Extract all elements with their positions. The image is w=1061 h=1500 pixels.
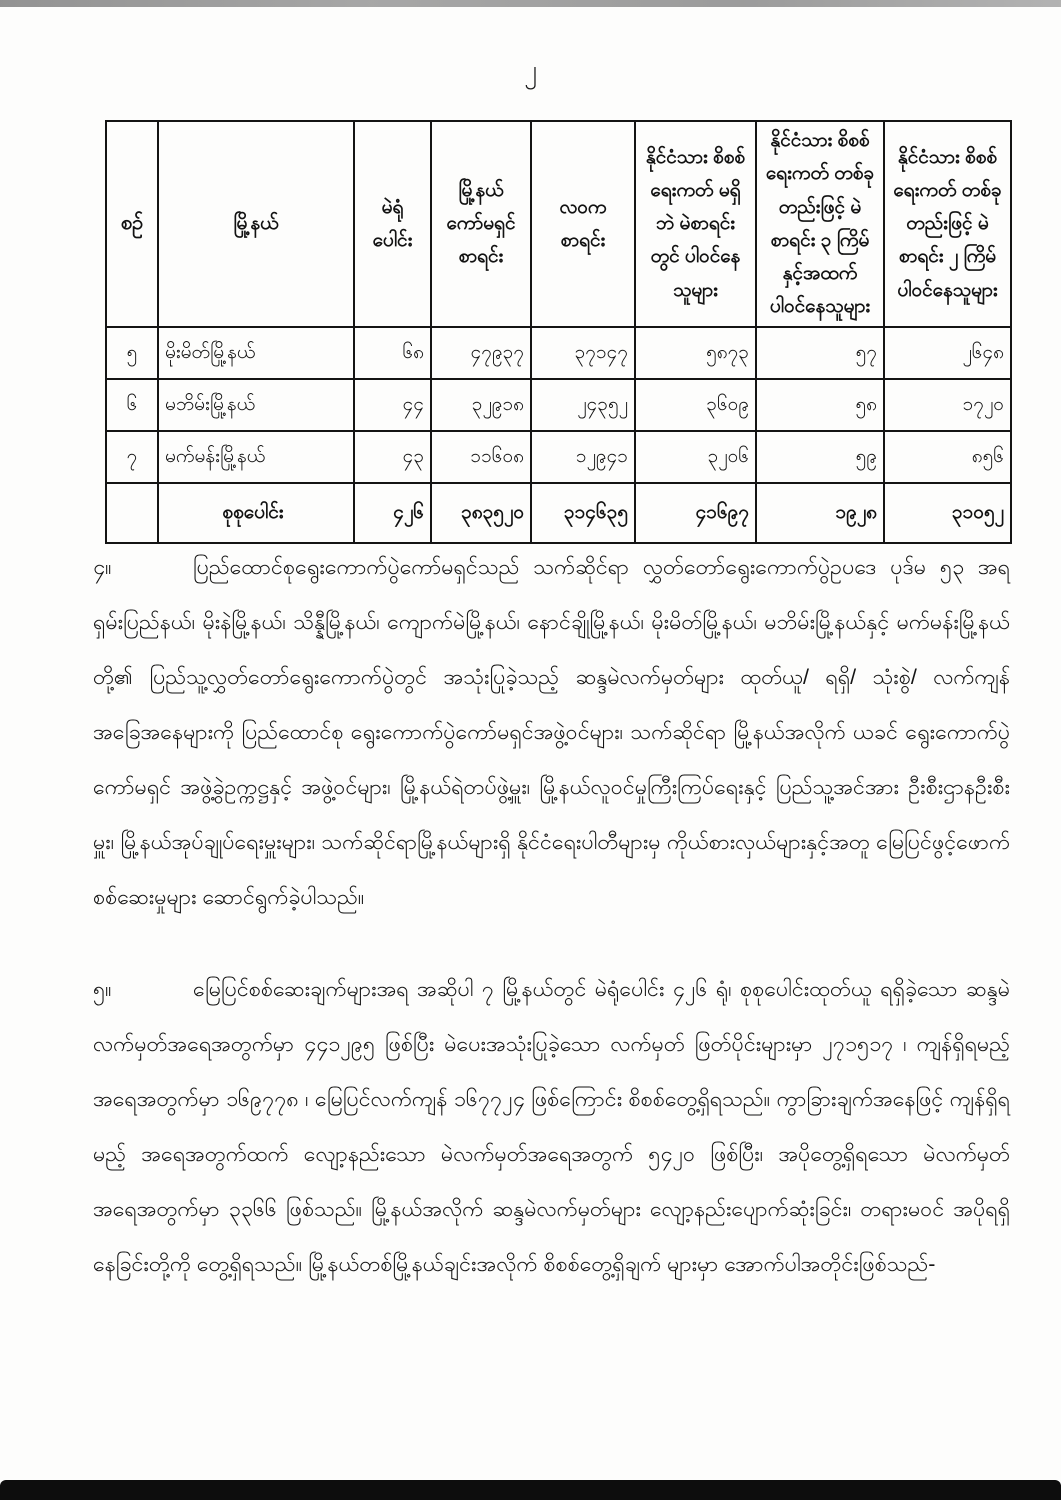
- cell-total-stations: ၄၂၆: [354, 483, 431, 543]
- header-no-nrc-in-list: နိုင်ငံသား စိစစ်ရေးကတ် မရှိဘဲ မဲစာရင်းတွင် ပါဝင်နေသူများ: [635, 121, 756, 327]
- cell-serial: ၆: [106, 379, 158, 431]
- paragraph-4: [93, 540, 1010, 925]
- cell-stations: ၆၈: [354, 327, 431, 379]
- cell-no-nrc: ၃၆၀၉: [635, 379, 756, 431]
- header-polling-stations: မဲရုံ ပေါင်း: [354, 121, 431, 327]
- cell-stations: ၄၄: [354, 379, 431, 431]
- cell-commission-list: ၃၂၉၁၈: [431, 379, 531, 431]
- cell-stations: ၄၃: [354, 431, 431, 483]
- page-number: ၂: [524, 54, 537, 84]
- cell-serial: ၅: [106, 327, 158, 379]
- cell-immigration-list: ၂၄၃၅၂: [531, 379, 635, 431]
- paragraph-5-text: မြေပြင်စစ်ဆေးချက်များအရ အဆိုပါ ၇ မြို့နယ်တွင် မဲရုံပေါင်း ၄၂၆ ရုံ၊ စုစုပေါင်းထုတ်ယူ ရရှိခဲ့သော ဆန္ဒမဲလက်မှတ်အရေအတွက်မှာ ၄၄၁၂၉၅ ဖြစ်ပြီး မဲပေးအသုံးပြုခဲ့သော လက်မှတ် ဖြတ်ပိုင်းများမှာ ၂၇၁၅၁၇ ၊ ကျန်ရှိရမည့်အရေအတွက်မှာ ၁၆၉၇၇၈ ၊ မြေပြင်လက်ကျန် ၁၆၇၇၂၄ ဖြစ်ကြောင်း စိစစ်တွေ့ရှိရသည်။ ကွာခြားချက်အနေဖြင့် ကျန်ရှိရမည့် အရေအတွက်ထက် လျော့နည်းသော မဲလက်မှတ်အရေအတွက် ၅၄၂၀ ဖြစ်ပြီး၊ အပိုတွေ့ရှိရသော မဲလက်မှတ် အရေအတွက်မှာ ၃၃၆၆ ဖြစ်သည်။ မြို့နယ်အလိုက် ဆန္ဒမဲလက်မှတ်များ လျော့နည်းပျောက်ဆုံးခြင်း၊ တရားမဝင် အပိုရရှိနေခြင်းတို့ကို တွေ့ရှိရသည်။ မြို့နယ်တစ်မြို့နယ်ချင်းအလိုက် စိစစ်တွေ့ရှိချက် များမှာ အောက်ပါအတိုင်းဖြစ်သည်-: [93, 977, 1010, 1276]
- cell-township: မက်မန်းမြို့နယ်: [158, 431, 354, 483]
- paragraph-5: [93, 962, 1010, 1292]
- cell-total-nrc-2times: ၃၁၀၅၂: [884, 483, 1011, 543]
- cell-commission-list: ၄၇၉၃၇: [431, 327, 531, 379]
- cell-township: မဘိမ်းမြို့နယ်: [158, 379, 354, 431]
- cell-commission-list: ၁၁၆၀၈: [431, 431, 531, 483]
- cell-total-label: စုစုပေါင်း: [158, 483, 354, 543]
- table-header: [106, 121, 1011, 327]
- township-ballot-statistics-table: [105, 120, 1012, 544]
- header-same-nrc-2times: နိုင်ငံသား စိစစ်ရေးကတ် တစ်ခုတည်းဖြင့် မဲစာရင်း ၂ ကြိမ် ပါဝင်နေသူများ: [884, 121, 1011, 327]
- cell-total-immigration-list: ၃၁၄၆၃၅: [531, 483, 635, 543]
- cell-nrc-2times: ၂၆၄၈: [884, 327, 1011, 379]
- header-immigration-list: လဝက စာရင်း: [531, 121, 635, 327]
- scan-artifact-top: [0, 0, 1061, 7]
- scan-artifact-bottom: [0, 1480, 1061, 1500]
- cell-total-nrc-3plus: ၁၉၂၈: [756, 483, 884, 543]
- cell-total-commission-list: ၃၈၃၅၂၀: [431, 483, 531, 543]
- cell-nrc-3plus: ၅၉: [756, 431, 884, 483]
- table-row: [106, 379, 1011, 431]
- table-row: [106, 327, 1011, 379]
- cell-nrc-3plus: ၅၈: [756, 379, 884, 431]
- header-township: မြို့နယ်: [158, 121, 354, 327]
- cell-no-nrc: ၅၈၇၃: [635, 327, 756, 379]
- cell-immigration-list: ၁၂၉၄၁: [531, 431, 635, 483]
- paragraph-4-text: ပြည်ထောင်စုရွေးကောက်ပွဲကော်မရှင်သည် သက်ဆိုင်ရာ လွှတ်တော်ရွေးကောက်ပွဲဥပဒေ ပုဒ်မ ၅၃ အရ ရှမ်းပြည်နယ်၊ မိုးနဲမြို့နယ်၊ သိန္နီမြို့နယ်၊ ကျောက်မဲမြို့နယ်၊ နောင်ချိုမြို့နယ်၊ မိုးမိတ်မြို့နယ်၊ မဘိမ်းမြို့နယ်နှင့် မက်မန်းမြို့နယ်တို့၏ ပြည်သူ့လွှတ်တော်ရွေးကောက်ပွဲတွင် အသုံးပြုခဲ့သည့် ဆန္ဒမဲလက်မှတ်များ ထုတ်ယူ/ ရရှိ/ သုံးစွဲ/ လက်ကျန်အခြေအနေများကို ပြည်ထောင်စု ရွေးကောက်ပွဲကော်မရှင်အဖွဲ့ဝင်များ၊ သက်ဆိုင်ရာ မြို့နယ်အလိုက် ယခင် ရွေးကောက်ပွဲကော်မရှင် အဖွဲ့ခွဲဥက္ကဋ္ဌနှင့် အဖွဲ့ဝင်များ၊ မြို့နယ်ရဲတပ်ဖွဲ့မှူး၊ မြို့နယ်လူဝင်မှုကြီးကြပ်ရေးနှင့် ပြည်သူ့အင်အား ဦးစီးဌာနဦးစီးမှူး၊ မြို့နယ်အုပ်ချုပ်ရေးမှူးများ၊ သက်ဆိုင်ရာမြို့နယ်များရှိ နိုင်ငံရေးပါတီများမှ ကိုယ်စားလှယ်များနှင့်အတူ မြေပြင်ဖွင့်ဖောက်စစ်ဆေးမှုများ ဆောင်ရွက်ခဲ့ပါသည်။: [93, 555, 1010, 909]
- cell-no-nrc: ၃၂၀၆: [635, 431, 756, 483]
- table-body: [106, 327, 1011, 543]
- cell-township: မိုးမိတ်မြို့နယ်: [158, 327, 354, 379]
- cell-serial: ၇: [106, 431, 158, 483]
- table-total-row: [106, 483, 1011, 543]
- cell-immigration-list: ၃၇၁၄၇: [531, 327, 635, 379]
- cell-nrc-3plus: ၅၇: [756, 327, 884, 379]
- paragraph-5-number: ၅။: [93, 977, 112, 1001]
- header-commission-list: မြို့နယ် ကော်မရှင် စာရင်း: [431, 121, 531, 327]
- cell-nrc-2times: ၁၇၂၀: [884, 379, 1011, 431]
- header-same-nrc-3plus: နိုင်ငံသား စိစစ်ရေးကတ် တစ်ခုတည်းဖြင့် မဲစာရင်း ၃ ကြိမ် နှင့်အထက် ပါဝင်နေသူများ: [756, 121, 884, 327]
- table-row: [106, 431, 1011, 483]
- cell-serial-empty: [106, 483, 158, 543]
- paragraph-4-number: ၄။: [93, 555, 112, 579]
- cell-nrc-2times: ၈၅၆: [884, 431, 1011, 483]
- header-serial: စဉ်: [106, 121, 158, 327]
- table-header-row: [106, 121, 1011, 327]
- cell-total-no-nrc: ၄၁၆၉၇: [635, 483, 756, 543]
